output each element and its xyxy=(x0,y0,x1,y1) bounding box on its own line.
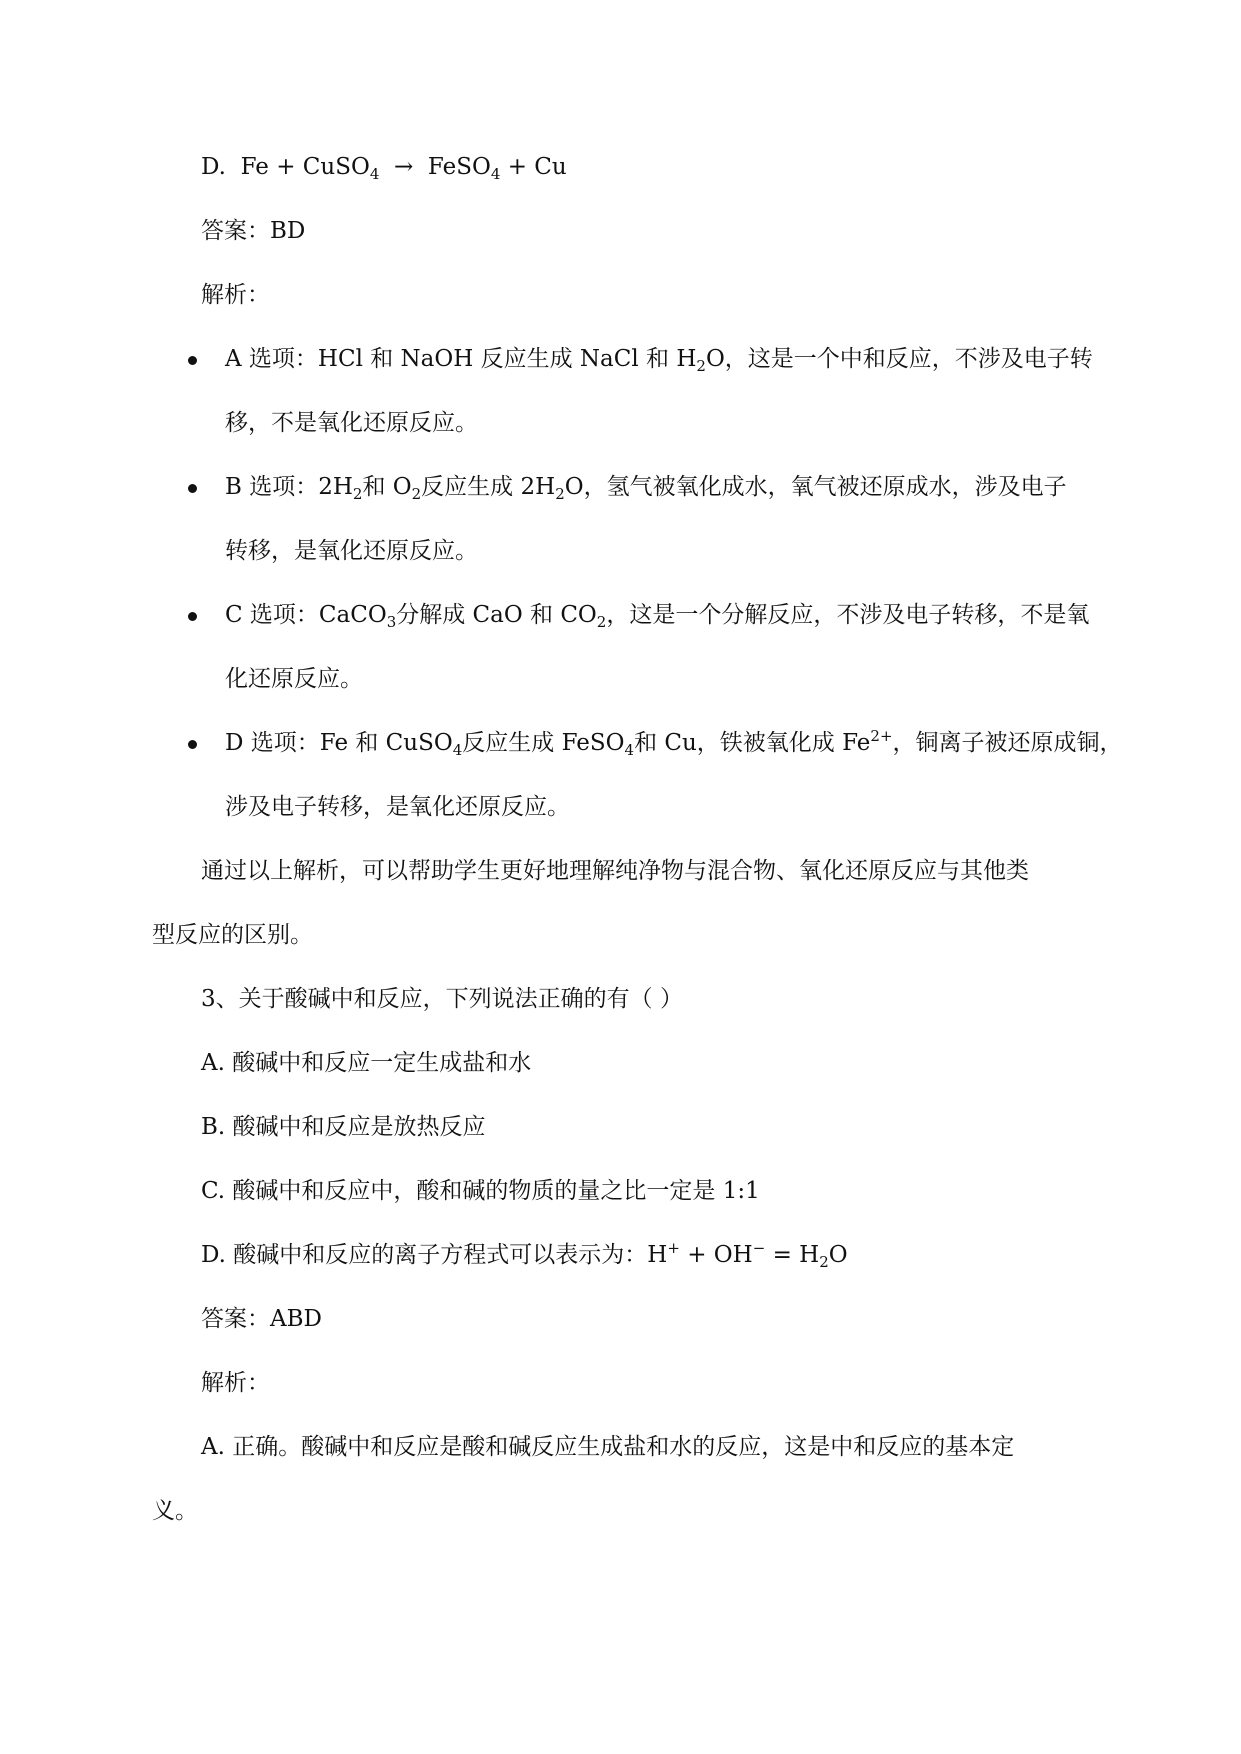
q3-explain-a-line2: 义。 xyxy=(152,1498,198,1524)
bullet-icon xyxy=(188,356,197,365)
q2-summary-line2: 型反应的区别。 xyxy=(152,922,313,948)
q2-analysis-b-line2: 转移，是氧化还原反应。 xyxy=(225,538,478,564)
q2-analysis-a-line2: 移，不是氧化还原反应。 xyxy=(225,410,478,436)
q2-analysis-c-line1: C 选项：CaCO$_3$分解成 CaO 和 $CO_2$，这是一个分解反应，不涉及电子转移，不是氧 xyxy=(225,602,1090,631)
bullet-icon xyxy=(188,484,197,493)
q2-analysis-d-line1: D 选项：Fe 和 CuSO$_4$反应生成 FeSO$_4$和 Cu，铁被氧化成 $Fe^{2+}$，铜离子被还原成铜， xyxy=(225,727,1123,759)
q2-analysis-c-line2: 化还原反应。 xyxy=(225,666,363,692)
q2-analysis-a-line1: A 选项：HCl 和 NaOH 反应生成 NaCl 和 $H_2O$，这是一个中和反应，不涉及电子转 xyxy=(225,346,1093,375)
q2-option-d: D. Fe + CuSO$_4$ → FeSO$_4$ + Cu xyxy=(201,154,567,183)
q2-analysis-d-line2: 涉及电子转移，是氧化还原反应。 xyxy=(225,794,570,820)
q3-option-c: C. 酸碱中和反应中，酸和碱的物质的量之比一定是 1:1 xyxy=(201,1178,760,1204)
q2-answer: 答案：BD xyxy=(201,218,306,244)
q3-explain-a-line1: A. 正确。酸碱中和反应是酸和碱反应生成盐和水的反应，这是中和反应的基本定 xyxy=(201,1434,1015,1460)
reaction-arrow: → xyxy=(393,154,414,180)
q2-analysis-label: 解析： xyxy=(201,282,270,308)
q3-option-d: D. 酸碱中和反应的离子方程式可以表示为：$H^+ + OH^- = H_2O$ xyxy=(201,1239,848,1271)
q3-option-b: B. 酸碱中和反应是放热反应 xyxy=(201,1114,486,1140)
bullet-icon xyxy=(188,612,197,621)
q2-analysis-b-line1: B 选项：$2H_2$和 $O_2$反应生成 $2H_2O$，氢气被氧化成水，氧气被还原成水，涉及电子 xyxy=(225,474,1067,503)
q3-analysis-label: 解析： xyxy=(201,1370,270,1396)
bullet-icon xyxy=(188,740,197,749)
q3-option-a: A. 酸碱中和反应一定生成盐和水 xyxy=(201,1050,532,1076)
q2-summary-line1: 通过以上解析，可以帮助学生更好地理解纯净物与混合物、氧化还原反应与其他类 xyxy=(201,858,1029,884)
q3-answer: 答案：ABD xyxy=(201,1306,322,1332)
q3-question: 3、关于酸碱中和反应，下列说法正确的有（ ） xyxy=(201,986,683,1012)
